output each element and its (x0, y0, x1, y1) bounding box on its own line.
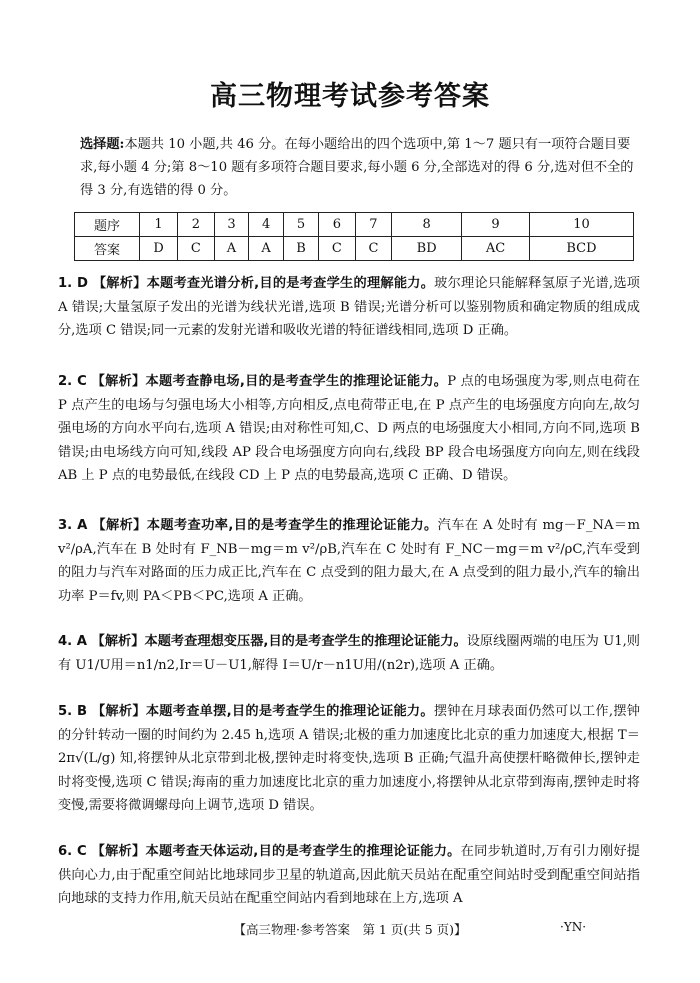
question-body: 摆钟在月球表面仍然可以工作,摆钟的分针转动一圈的时间约为 2.45 h,选项 A 错误;北极的重力加速度比北京的重力加速度大,根据 T＝2π√(L/g) 知,将摆钟从北京带到北极,摆钟走时将变快,选项 B 正确;气温升高使摆杆略微伸长,摆钟走时将变慢,选项 C 错误;海南的重力加速度比北京的重力加速度小,将摆钟从北京带到海南,摆钟走时将变慢,需要将微调螺母向上调节,选项 D 错误。 (58, 704, 640, 813)
question-4 (58, 630, 640, 677)
question-body: 设原线圈两端的电压为 U1,则有 U1/U用＝n1/n2,Ir＝U－U1,解得 I＝U/r－n1U用/(n2r),选项 A 正确。 (58, 634, 640, 673)
question-body: P 点的电场强度为零,则点电荷在 P 点产生的电场与匀强电场大小相等,方向相反,点电荷带正电,在 P 点产生的电场强度方向向左,故匀强电场的方向水平向右,选项 A 错误;由对称性可知,C、D 两点的电场强度大小相同,方向不同,选项 B 错误;由电场线方向可知,线段 AP 段合电场强度方向向右,线段 BP 段合电场强度方向向左,则在线段 AB 上 P 点的电势最低,在线段 CD 上 P 点的电势最高,选项 C 正确、D 错误。 (58, 374, 640, 483)
table-cell: B (283, 237, 318, 261)
page-title: 高三物理考试参考答案 (210, 81, 490, 112)
intro-label: 选择题: (80, 137, 125, 152)
question-6 (58, 840, 640, 911)
intro-paragraph (80, 133, 640, 202)
table-cell: 6 (319, 213, 356, 237)
answer-table (74, 212, 634, 261)
question-head: 4. A 【解析】本题考查理想变压器,目的是考查学生的推理论证能力。 (58, 634, 467, 649)
table-row (75, 213, 634, 237)
question-5 (58, 700, 640, 818)
table-cell: 8 (392, 213, 462, 237)
table-cell: C (355, 237, 392, 261)
table-cell: 9 (462, 213, 530, 237)
question-head: 5. B 【解析】本题考查单摆,目的是考查学生的推理论证能力。 (58, 704, 434, 719)
question-body: 玻尔理论只能解释氢原子光谱,选项 A 错误;大量氢原子发出的光谱为线状光谱,选项 B 错误;光谱分析可以鉴别物质和确定物质的组成成分,选项 C 错误;同一元素的发射光谱和吸收光谱的特征谱线相同,选项 D 正确。 (58, 276, 640, 338)
table-cell: D (140, 237, 178, 261)
table-cell: 4 (249, 213, 284, 237)
question-head: 3. A 【解析】本题考查功率,目的是考查学生的推理论证能力。 (58, 518, 438, 533)
table-cell: BCD (529, 237, 633, 261)
question-body: 汽车在 A 处时有 mg－F_NA＝m v²/ρA,汽车在 B 处时有 F_NB－mg＝m v²/ρB,汽车在 C 处时有 F_NC－mg＝m v²/ρC,汽车受到的阻力与汽车对路面的压力成正比,汽车在 C 点受到的阻力最大,在 A 点受到的阻力最小,汽车的输出功率 P＝fv,则 PA＜PB＜PC,选项 A 正确。 (58, 518, 640, 604)
row-label: 题序 (75, 213, 140, 237)
table-cell: 3 (214, 213, 249, 237)
table-cell: 1 (140, 213, 178, 237)
intro-text: 本题共 10 小题,共 46 分。在每小题给出的四个选项中,第 1～7 题只有一项符合题目要求,每小题 4 分;第 8～10 题有多项符合题目要求,每小题 6 分,全部选对的得 6 分,选对但不全的得 3 分,有选错的得 0 分。 (80, 137, 634, 198)
page-footer: 【高三物理·参考答案 第 1 页(共 5 页)】 (233, 922, 467, 937)
table-cell: AC (462, 237, 530, 261)
question-2 (58, 370, 640, 488)
question-1 (58, 272, 640, 343)
table-cell: 2 (178, 213, 215, 237)
table-cell: A (214, 237, 249, 261)
table-cell: 7 (355, 213, 392, 237)
row-label: 答案 (75, 237, 140, 261)
footer-code: ·YN· (560, 920, 587, 934)
table-cell: 10 (529, 213, 633, 237)
table-cell: C (178, 237, 215, 261)
question-head: 2. C 【解析】本题考查静电场,目的是考查学生的推理论证能力。 (58, 374, 448, 389)
question-body: 在同步轨道时,万有引力刚好提供向心力,由于配重空间站比地球同步卫星的轨道高,因此航天员站在配重空间站时受到配重空间站指向地球的支持力作用,航天员站在配重空间站内看到地球在上方,选项 A (58, 844, 640, 906)
question-head: 6. C 【解析】本题考查天体运动,目的是考查学生的推理论证能力。 (58, 844, 461, 859)
table-cell: BD (392, 237, 462, 261)
table-row (75, 237, 634, 261)
question-3 (58, 514, 640, 608)
table-cell: C (319, 237, 356, 261)
table-cell: 5 (283, 213, 318, 237)
table-cell: A (249, 237, 284, 261)
question-head: 1. D 【解析】本题考查光谱分析,目的是考查学生的理解能力。 (58, 276, 435, 291)
